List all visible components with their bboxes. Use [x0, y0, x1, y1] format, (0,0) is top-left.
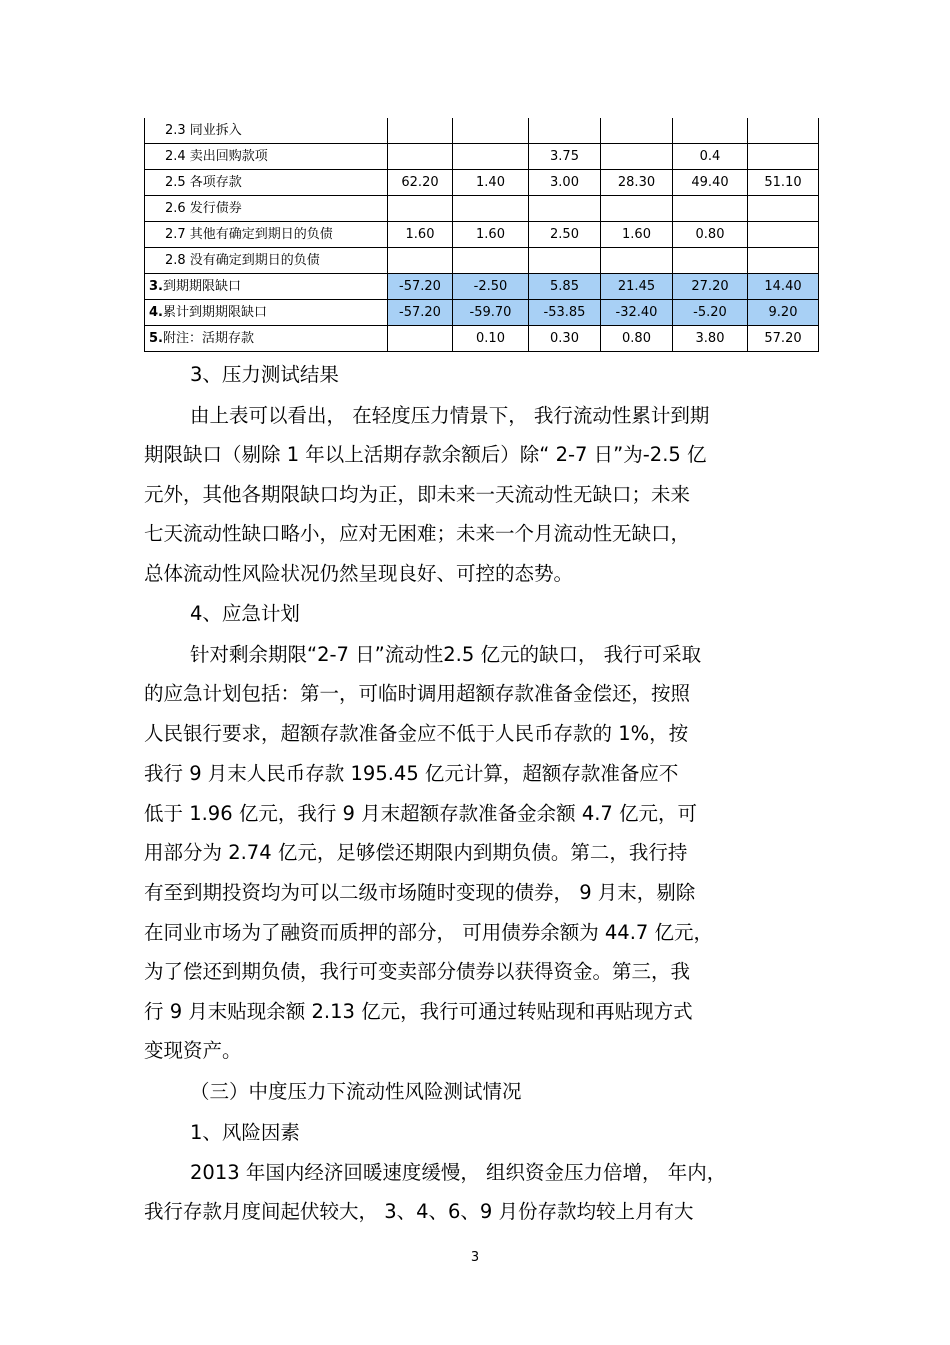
- table-cell: 1.60: [453, 222, 529, 248]
- table-cell: [388, 248, 453, 274]
- table-cell: [748, 118, 819, 144]
- row-label: 2.3 同业拆入: [145, 118, 388, 144]
- row-number: 5.: [149, 331, 163, 346]
- section-heading: （三）中度压力下流动性风险测试情况: [190, 1080, 522, 1103]
- body-line: 七天流动性缺口略小，应对无困难；未来一个月流动性无缺口，: [144, 522, 691, 545]
- table-row: [145, 170, 819, 196]
- table-cell: [601, 144, 673, 170]
- table-cell: 14.40: [748, 274, 819, 300]
- table-cell: 9.20: [748, 300, 819, 326]
- table-cell: [388, 118, 453, 144]
- table-cell: -59.70: [453, 300, 529, 326]
- table-cell: [388, 326, 453, 352]
- table-cell: 0.80: [601, 326, 673, 352]
- table-row: [145, 222, 819, 248]
- row-text: 累计到期期限缺口: [162, 305, 267, 320]
- table-cell: [453, 248, 529, 274]
- body-line: 用部分为 2.74 亿元，足够偿还期限内到期负债。第二，我行持: [144, 841, 688, 864]
- section-heading: 4、应急计划: [190, 602, 300, 625]
- table-cell: 57.20: [748, 326, 819, 352]
- table-cell: 28.30: [601, 170, 673, 196]
- row-label: [145, 300, 388, 326]
- table-cell: [453, 196, 529, 222]
- table-cell: 1.60: [601, 222, 673, 248]
- page-number: 3: [470, 1250, 480, 1265]
- table-row-maturity-gap: [145, 274, 819, 300]
- table-cell: 3.80: [673, 326, 748, 352]
- table-cell: [673, 248, 748, 274]
- section-heading: 3、压力测试结果: [190, 363, 339, 386]
- row-text: 附注：活期存款: [162, 331, 254, 346]
- table-cell: -57.20: [388, 300, 453, 326]
- row-label: 2.6 发行债券: [145, 196, 388, 222]
- table-cell: 0.10: [453, 326, 529, 352]
- body-line: 人民银行要求，超额存款准备金应不低于人民币存款的 1%，按: [144, 722, 689, 745]
- table-cell: [748, 144, 819, 170]
- table-cell: 62.20: [388, 170, 453, 196]
- body-line: 我行存款月度间起伏较大， 3、4、6、9 月份存款均较上月有大: [144, 1200, 694, 1223]
- row-label: [145, 326, 388, 352]
- row-number: 3.: [149, 279, 163, 294]
- table-cell: 51.10: [748, 170, 819, 196]
- section-heading: 1、风险因素: [190, 1121, 300, 1144]
- table-row: [145, 144, 819, 170]
- table-cell: 3.75: [529, 144, 601, 170]
- row-label: 2.4 卖出回购款项: [145, 144, 388, 170]
- liquidity-gap-table: [144, 118, 819, 352]
- body-line: 在同业市场为了融资而质押的部分， 可用债券余额为 44.7 亿元，: [144, 921, 714, 944]
- body-line: 针对剩余期限“2-7 日”流动性2.5 亿元的缺口， 我行可采取: [190, 643, 702, 666]
- table-cell: 1.40: [453, 170, 529, 196]
- body-line: 低于 1.96 亿元，我行 9 月末超额存款准备金余额 4.7 亿元，可: [144, 802, 698, 825]
- table-cell: [388, 196, 453, 222]
- table-cell: -5.20: [673, 300, 748, 326]
- table-cell: [453, 118, 529, 144]
- body-line: 由上表可以看出， 在轻度压力情景下， 我行流动性累计到期: [190, 404, 710, 427]
- row-number: 4.: [149, 305, 163, 320]
- body-line: 行 9 月末贴现余额 2.13 亿元，我行可通过转贴现和再贴现方式: [144, 1000, 693, 1023]
- body-line: 有至到期投资均为可以二级市场随时变现的债券， 9 月末，剔除: [144, 881, 696, 904]
- body-line: 变现资产。: [144, 1039, 242, 1062]
- table-cell: 5.85: [529, 274, 601, 300]
- table-cell: [748, 222, 819, 248]
- table-cell: -53.85: [529, 300, 601, 326]
- row-label: 2.5 各项存款: [145, 170, 388, 196]
- table-row-cumulative-gap: [145, 300, 819, 326]
- body-line: 2013 年国内经济回暖速度缓慢， 组织资金压力倍增， 年内，: [190, 1161, 727, 1184]
- table-row-demand-deposit-note: [145, 326, 819, 352]
- body-line: 我行 9 月末人民币存款 195.45 亿元计算，超额存款准备应不: [144, 762, 679, 785]
- body-line: 总体流动性风险状况仍然呈现良好、可控的态势。: [144, 562, 574, 585]
- table-cell: [529, 248, 601, 274]
- row-text: 到期期限缺口: [162, 279, 241, 294]
- table-cell: -57.20: [388, 274, 453, 300]
- table-row: [145, 118, 819, 144]
- row-label: 2.8 没有确定到期日的负债: [145, 248, 388, 274]
- table-cell: 0.4: [673, 144, 748, 170]
- table-cell: -2.50: [453, 274, 529, 300]
- table-cell: 3.00: [529, 170, 601, 196]
- table-cell: 21.45: [601, 274, 673, 300]
- table-cell: [601, 196, 673, 222]
- table-cell: [673, 118, 748, 144]
- table-cell: [601, 118, 673, 144]
- body-line: 的应急计划包括：第一，可临时调用超额存款准备金偿还，按照: [144, 682, 691, 705]
- table-cell: [601, 248, 673, 274]
- table-cell: [748, 196, 819, 222]
- table-cell: [453, 144, 529, 170]
- table-cell: [673, 196, 748, 222]
- row-label: 2.7 其他有确定到期日的负债: [145, 222, 388, 248]
- table-row: [145, 248, 819, 274]
- body-line: 为了偿还到期负债，我行可变卖部分债券以获得资金。第三，我: [144, 960, 691, 983]
- table-cell: 0.30: [529, 326, 601, 352]
- body-line: 元外，其他各期限缺口均为正，即未来一天流动性无缺口；未来: [144, 483, 691, 506]
- table-cell: -32.40: [601, 300, 673, 326]
- body-line: 期限缺口（剔除 1 年以上活期存款余额后）除“ 2-7 日”为-2.5 亿: [144, 443, 707, 466]
- table-cell: [529, 196, 601, 222]
- row-label: [145, 274, 388, 300]
- table-row: [145, 196, 819, 222]
- table-cell: [748, 248, 819, 274]
- table-cell: [529, 118, 601, 144]
- table-cell: 27.20: [673, 274, 748, 300]
- table-cell: [388, 144, 453, 170]
- table-cell: 0.80: [673, 222, 748, 248]
- table-cell: 2.50: [529, 222, 601, 248]
- table-cell: 1.60: [388, 222, 453, 248]
- table-cell: 49.40: [673, 170, 748, 196]
